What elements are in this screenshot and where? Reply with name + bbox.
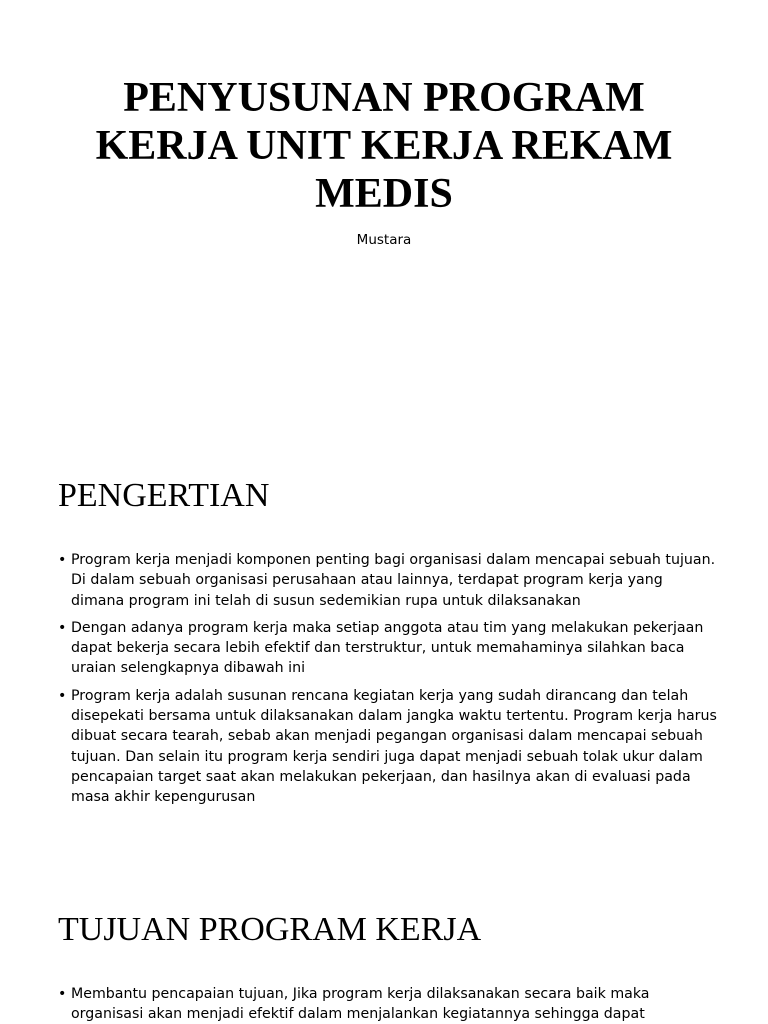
section-heading-tujuan: TUJUAN PROGRAM KERJA: [58, 911, 482, 948]
bullet-dot-icon: •: [58, 687, 67, 704]
slide-pengertian: [0, 432, 768, 852]
bullet-item: [58, 686, 718, 808]
bullet-dot-icon: •: [58, 552, 67, 568]
bullet-item: [58, 550, 718, 611]
bullet-text: Dengan adanya program kerja maka setiap anggota atau tim yang melakukan pekerjaan dapat bekerja secara lebih efektif dan terstruktur, untuk memahaminya silahkan baca uraian selengkapnya dibawah ini: [71, 619, 704, 677]
bullet-text: Program kerja menjadi komponen penting bagi organisasi dalam mencapai sebuah tujuan. Di dalam sebuah organisasi perusahaan atau lainnya, terdapat program kerja yang dimana program ini telah di susun sedemikian rupa untuk dilaksanakan: [71, 552, 716, 609]
bullet-list-tujuan: [58, 984, 718, 1024]
bullet-text: Program kerja adalah susunan rencana kegiatan kerja yang sudah dirancang dan telah disepekati bersama untuk dilaksanakan dalam jangka waktu tertentu. Program kerja harus dibuat secara tearah, sebab akan menjadi pegangan organisasi dalam mencapai sebuah tujuan. Dan selain itu program kerja sendiri juga dapat menjadi sebuah tolak ukur dalam pencapaian target saat akan melakukan pekerjaan, dan hasilnya akan di evaluasi pada masa akhir kepengurusan: [71, 687, 717, 806]
bullet-dot-icon: •: [58, 619, 67, 636]
slide-tujuan: [0, 852, 768, 1024]
presentation-title: PENYUSUNAN PROGRAM KERJA UNIT KERJA REKAM MEDIS: [95, 75, 673, 217]
section-heading-pengertian: PENGERTIAN: [58, 477, 270, 514]
bullet-list-pengertian: [58, 550, 718, 815]
bullet-text: Membantu pencapaian tujuan, Jika program kerja dilaksanakan secara baik maka organisasi akan menjadi efektif dalam menjalankan kegiatannya sehingga dapat: [71, 986, 650, 1023]
slide-title: [0, 0, 768, 432]
presentation-author: Mustara: [356, 232, 412, 248]
bullet-item: [58, 984, 718, 1024]
bullet-item: [58, 618, 718, 679]
bullet-dot-icon: •: [58, 986, 67, 1002]
